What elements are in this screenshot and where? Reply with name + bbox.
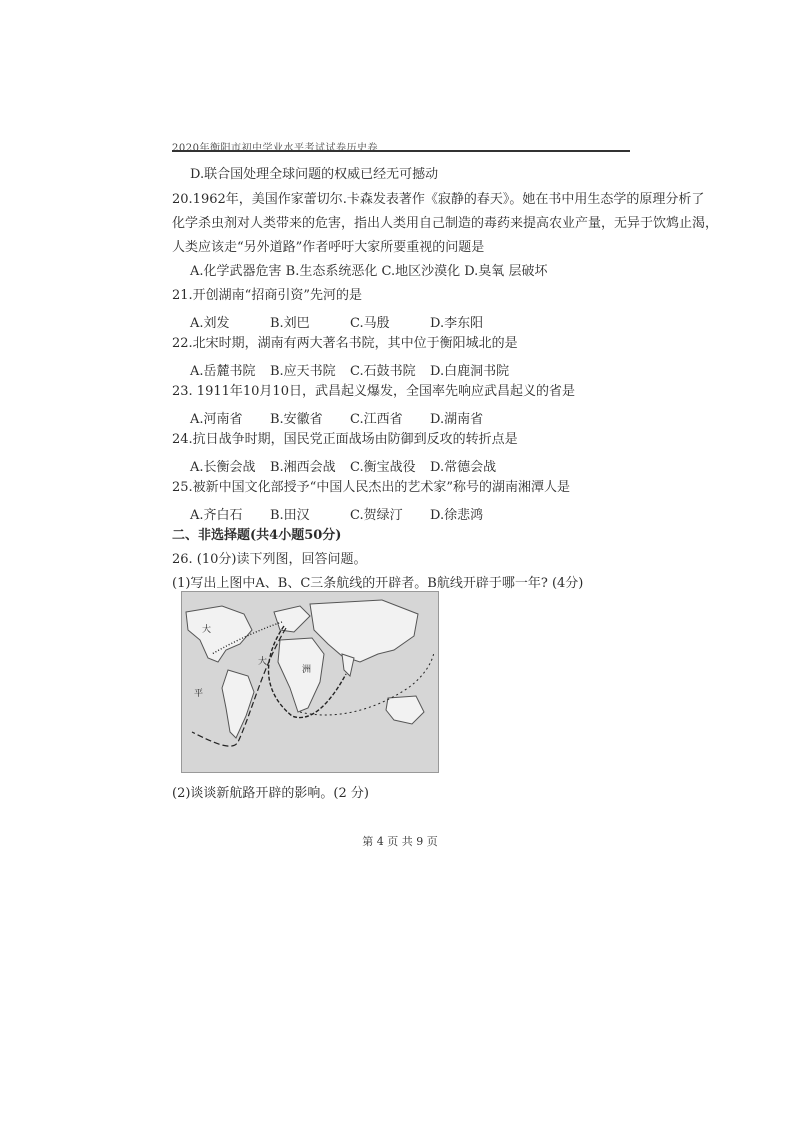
q26-part1: (1)写出上图中A、B、C三条航线的开辟者。B航线开辟于哪一年? (4分) xyxy=(172,576,584,591)
q25-stem: 25.被新中国文化部授予“中国人民杰出的艺术家”称号的湖南湘潭人是 xyxy=(172,480,570,495)
q21-option-b: B.刘巴 xyxy=(270,316,310,331)
q24-option-d: D.常德会战 xyxy=(430,460,497,475)
q22-option-d: D.白鹿洞书院 xyxy=(430,364,510,379)
q21-option-c: C.马殷 xyxy=(350,316,390,331)
q25-option-d: D.徐悲鸿 xyxy=(430,508,484,523)
q20-stem-line2: 化学杀虫剂对人类带来的危害，指出人类用自己制造的毒药来提高农业产量，无异于饮鸩止渴， xyxy=(172,216,719,231)
q26-stem: 26. (10分)读下列图，回答问题。 xyxy=(172,552,367,567)
map-label-ping: 平 xyxy=(194,689,204,699)
q22-option-b: B.应天书院 xyxy=(270,364,336,379)
q20-options: A.化学武器危害 B.生态系统恶化 C.地区沙漠化 D.臭氧 层破坏 xyxy=(190,264,548,279)
q22-option-c: C.石鼓书院 xyxy=(350,364,416,379)
q24-stem: 24.抗日战争时期，国民党正面战场由防御到反攻的转折点是 xyxy=(172,432,518,447)
q23-option-c: C.江西省 xyxy=(350,412,403,427)
q23-option-b: B.安徽省 xyxy=(270,412,323,427)
q21-option-a: A.刘发 xyxy=(190,316,230,331)
q23-option-a: A.河南省 xyxy=(190,412,243,427)
section-2-title: 二、非选择题(共4小题50分) xyxy=(172,528,342,543)
q22-stem: 22.北宋时期，湖南有两大著名书院，其中位于衡阳城北的是 xyxy=(172,336,518,351)
q23-stem: 23. 1911年10月10日，武昌起义爆发，全国率先响应武昌起义的省是 xyxy=(172,384,575,399)
new-sea-routes-map xyxy=(181,591,439,773)
header-divider xyxy=(172,150,630,152)
q21-stem: 21.开创湖南“招商引资”先河的是 xyxy=(172,288,362,303)
q20-stem-line3: 人类应该走“另外道路”作者呼吁大家所要重视的问题是 xyxy=(172,240,485,255)
map-label-da-2: 大 xyxy=(258,657,268,667)
q25-option-b: B.田汉 xyxy=(270,508,310,523)
world-map-illustration xyxy=(182,592,438,772)
q22-option-a: A.岳麓书院 xyxy=(190,364,256,379)
map-label-da-1: 大 xyxy=(202,625,212,635)
q24-option-c: C.衡宝战役 xyxy=(350,460,416,475)
q24-option-a: A.长衡会战 xyxy=(190,460,256,475)
q24-option-b: B.湘西会战 xyxy=(270,460,336,475)
page-header: 2020年衡阳市初中学业水平考试试卷历史卷 xyxy=(172,143,378,154)
map-label-zhou: 洲 xyxy=(302,665,312,675)
page-number: 第 4 页 共 9 页 xyxy=(362,835,438,848)
q20-stem-line1: 20.1962年，美国作家蕾切尔.卡森发表著作《寂静的春天》。她在书中用生态学的原理分析了 xyxy=(172,192,705,207)
q26-part2: (2)谈谈新航路开辟的影响。(2 分) xyxy=(172,786,369,801)
q25-option-c: C.贺绿汀 xyxy=(350,508,403,523)
q25-option-a: A.齐白石 xyxy=(190,508,243,523)
q19-option-d: D.联合国处理全球问题的权威已经无可撼动 xyxy=(190,167,439,182)
q21-option-d: D.李东阳 xyxy=(430,316,484,331)
q23-option-d: D.湖南省 xyxy=(430,412,484,427)
